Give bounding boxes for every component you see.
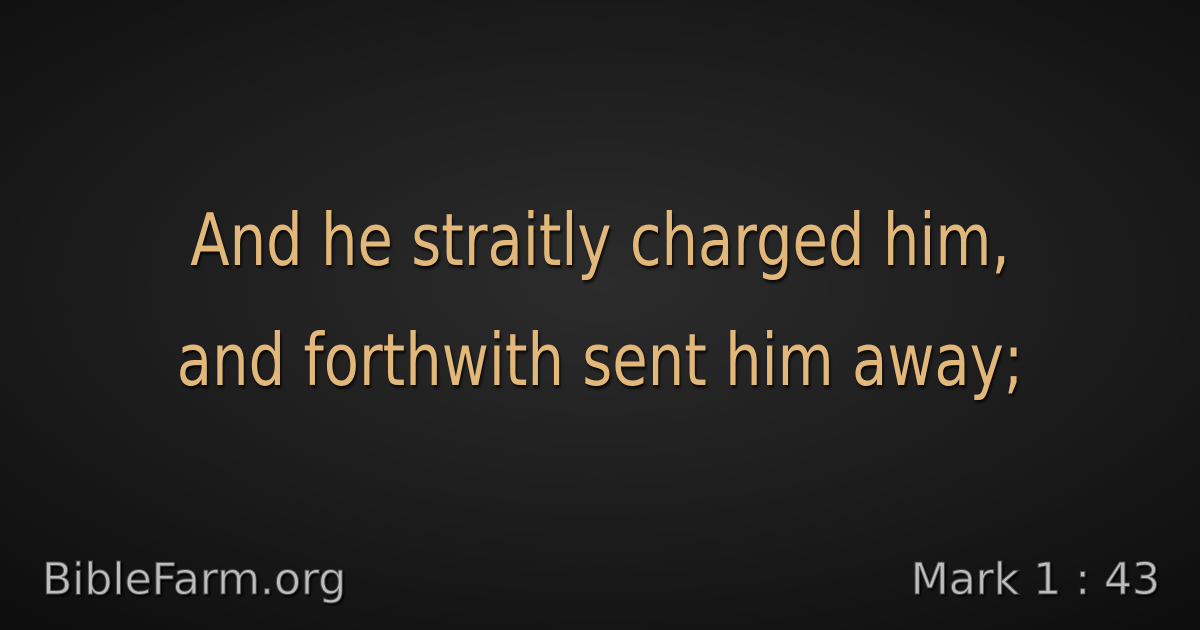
site-name: BibleFarm.org xyxy=(42,554,347,605)
verse-reference: Mark 1 : 43 xyxy=(910,554,1160,605)
verse-line-1: And he straitly charged him, xyxy=(190,198,1010,282)
verse-text xyxy=(120,180,1080,420)
verse-line-2: and forthwith sent him away; xyxy=(176,318,1024,402)
